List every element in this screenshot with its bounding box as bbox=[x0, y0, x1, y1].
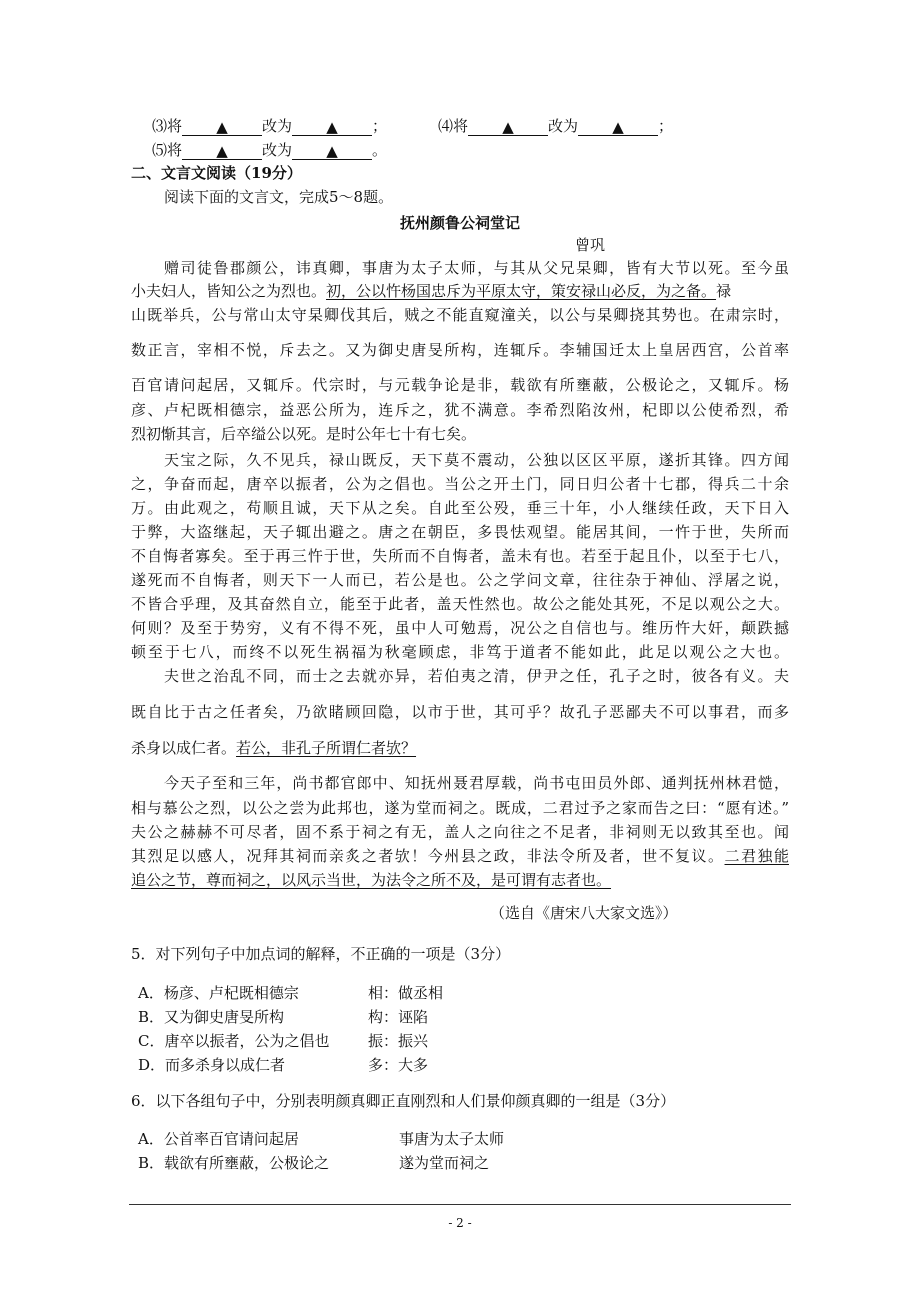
q5-option-b[interactable]: B．又为御史唐旻所构 bbox=[138, 1008, 285, 1026]
article-line: 数正言，宰相不悦，斥去之。又为御史唐旻所构，连辄斥。李辅国迁太上皇居西宫，公首率 bbox=[131, 341, 789, 359]
q6-option-a-gloss: 事唐为太子太师 bbox=[399, 1130, 505, 1148]
article-line: 彦、卢杞既相德宗，益恶公所为，连斥之，犹不满意。李希烈陷汝州，杞即以公使希烈，希 bbox=[131, 401, 789, 419]
article-line: 不皆合乎理，及其奋然自立，能至于此者，盖天性然也。故公之能处其死，不足以观公之大。 bbox=[131, 595, 789, 613]
article-line: 之，争奋而起，唐卒以振者，公为之倡也。当公之开土门，同日归公者十七郡，得兵二十余 bbox=[131, 475, 789, 493]
q5-option-a[interactable]: A．杨彦、卢杞既相德宗 bbox=[138, 984, 299, 1002]
q6-option-a[interactable]: A．公首率百官请问起居 bbox=[138, 1130, 299, 1148]
underlined-sentence: 二君独能 bbox=[724, 847, 789, 865]
question-6-stem: 6．以下各组句子中，分别表明颜真卿正直刚烈和人们景仰颜真卿的一组是（3分） bbox=[131, 1092, 676, 1110]
article-line: 何则？及至于势穷，义有不得不死，虽中人可勉焉，况公之自信也与。维历忤大奸，颠跌撼 bbox=[131, 619, 789, 637]
section-instruction: 阅读下面的文言文，完成5～8题。 bbox=[164, 188, 394, 206]
article-line: 天宝之际，久不见兵，禄山既反，天下莫不震动，公独以区区平原，遂折其锋。四方闻 bbox=[164, 451, 789, 469]
section-heading: 二、文言文阅读（19分） bbox=[131, 164, 302, 182]
q5-option-c[interactable]: C．唐卒以振者，公为之倡也 bbox=[138, 1032, 330, 1050]
q5-option-a-gloss: 相：做丞相 bbox=[368, 984, 444, 1002]
article-line: 既自比于古之任者矣，乃欲睹顾回隐，以市于世，其可乎？故孔子恶鄙夫不可以事君，而多 bbox=[131, 703, 789, 721]
article-line: 小夫妇人，皆知公之为烈也。初，公以忤杨国忠斥为平原太守，策安禄山必反，为之备。禄 bbox=[131, 282, 732, 300]
article-line: 夫公之赫赫不可尽者，固不系于祠之有无，盖人之向往之不足者，非祠则无以致其至也。闻 bbox=[131, 823, 789, 841]
fill-item-4: ⑷将 ▲ 改为 ▲ ； bbox=[438, 117, 674, 136]
article-line: 百官请问起居，又辄斥。代宗时，与元载争论是非，载欲有所壅蔽，公极论之，又辄斥。杨 bbox=[131, 376, 789, 394]
q5-option-c-gloss: 振：振兴 bbox=[368, 1032, 429, 1050]
blank-field[interactable]: ▲ bbox=[182, 117, 262, 136]
blank-field[interactable]: ▲ bbox=[292, 141, 372, 160]
article-author: 曾巩 bbox=[575, 236, 606, 254]
article-line: 万。由此观之，苟顺且诚，天下从之矣。自此至公殁，垂三十年，小人继续任政，天下日入 bbox=[131, 499, 789, 517]
article-line: 相与慕公之烈，以公之尝为此邦也，遂为堂而祠之。既成，二君过予之家而告之曰：“愿有述。” bbox=[131, 799, 789, 817]
blank-field[interactable]: ▲ bbox=[468, 117, 548, 136]
article-line bbox=[131, 870, 611, 890]
article-line: 杀身以成仁者。若公，非孔子所谓仁者欤？ bbox=[131, 739, 417, 757]
page-number: - 2 - bbox=[448, 1216, 472, 1230]
blank-field[interactable]: ▲ bbox=[182, 141, 262, 160]
article-title: 抚州颜鲁公祠堂记 bbox=[399, 214, 520, 232]
q5-option-d-gloss: 多：大多 bbox=[368, 1056, 429, 1074]
article-line: 赠司徒鲁郡颜公，讳真卿，事唐为太子太师，与其从父兄杲卿，皆有大节以死。至今虽 bbox=[164, 259, 789, 277]
article-line: 遂死而不自悔者，则天下一人而已，若公是也。公之学问文章，往往杂于神仙、浮屠之说， bbox=[131, 571, 789, 589]
q6-option-b[interactable]: B．载欲有所壅蔽，公极论之 bbox=[138, 1154, 330, 1172]
question-5-stem: 5．对下列句子中加点词的解释，不正确的一项是（3分） bbox=[131, 945, 511, 963]
article-line: 夫世之治乱不同，而士之去就亦异，若伯夷之清，伊尹之任，孔子之时，彼各有义。夫 bbox=[164, 667, 789, 685]
article-line: 今天子至和三年，尚书都官郎中、知抚州聂君厚载，尚书屯田员外郎、通判抚州林君慥， bbox=[164, 774, 789, 792]
fill-item-3: ⑶将 ▲ 改为 ▲ ； bbox=[152, 117, 388, 136]
article-line: 烈初惭其言，后卒缢公以死。是时公年七十有七矣。 bbox=[131, 425, 477, 443]
article-line: 山既举兵，公与常山太守杲卿伐其后，贼之不能直窥潼关，以公与杲卿挠其势也。在肃宗时， bbox=[131, 306, 789, 324]
fill-item-5: ⑸将 ▲ 改为 ▲ 。 bbox=[152, 141, 388, 160]
blank-field[interactable]: ▲ bbox=[578, 117, 658, 136]
underlined-sentence: 追公之节，尊而祠之，以风示当世，为法令之所不及，是可谓有志者也。 bbox=[131, 871, 612, 889]
underlined-sentence: 初，公以忤杨国忠斥为平原太守，策安禄山必反，为之备。 bbox=[326, 282, 717, 300]
article-source: （选自《唐宋八大家文选》） bbox=[490, 904, 678, 922]
q5-option-d[interactable]: D．而多杀身以成仁者 bbox=[138, 1056, 286, 1074]
blank-field[interactable]: ▲ bbox=[292, 117, 372, 136]
article-line: 其烈足以感人，况拜其祠而亲炙之者欤！今州县之政，非法令所及者，世不复议。二君独能 bbox=[131, 847, 789, 865]
underlined-sentence: 若公，非孔子所谓仁者欤？ bbox=[236, 739, 417, 757]
article-line: 不自悔者寡矣。至于再三忤于世，失所而不自悔者，盖未有也。若至于起且仆，以至于七八， bbox=[131, 547, 789, 565]
q5-option-b-gloss: 构：诬陷 bbox=[368, 1008, 429, 1026]
article-line: 于弊，大盗继起，天子辄出避之。唐之在朝臣，多畏怯观望。能居其间，一忤于世，失所而 bbox=[131, 523, 789, 541]
q6-option-b-gloss: 遂为堂而祠之 bbox=[399, 1154, 490, 1172]
footer-rule bbox=[129, 1204, 791, 1205]
article-line: 顿至于七八，而终不以死生祸福为秋毫顾虑，非笃于道者不能如此，此足以观公之大也。 bbox=[131, 643, 789, 661]
